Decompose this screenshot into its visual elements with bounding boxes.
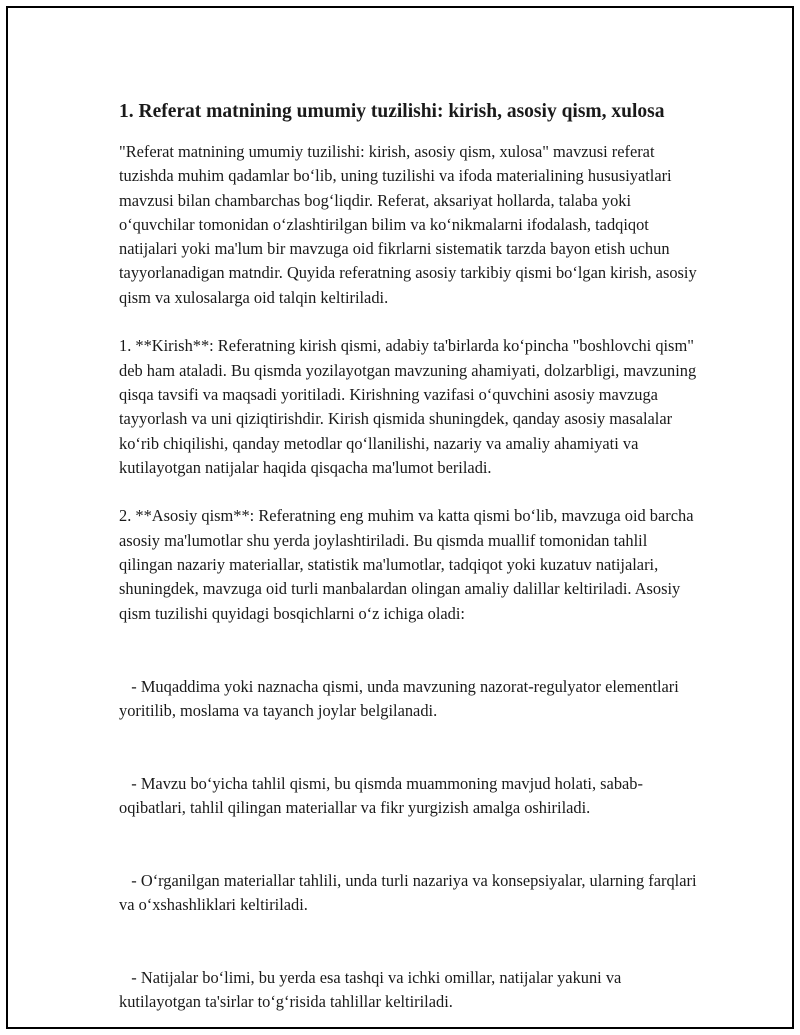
sub-item-muqaddima: - Muqaddima yoki naznacha qismi, unda mavzuning nazorat-regulyator elementlari yoritilib, moslama va tayanch joylar belgilanadi. (119, 676, 683, 720)
document-title: 1. Referat matnining umumiy tuzilishi: kirish, asosiy qism, xulosa (119, 101, 665, 122)
sub-item-tahlil: - Mavzu bo‘yicha tahlil qismi, bu qismda muammoning mavjud holati, sabab-oqibatlari, tahlil qilingan materiallar va fikr yurgizish amalga oshiriladi. (119, 773, 643, 818)
section-asosiy-qism-paragraph: 2. **Asosiy qism**: Referatning eng muhim va katta qismi bo‘lib, mavzuga oid barcha asosiy ma'lumotlar shu yerda joylashtiriladi. Bu qismda muallif tomonidan tahlil qilingan nazariy materiallar, statistik ma'lumotlar, tadqiqot yoki kuzatuv natijalari, shuningdek, mavzuga oid turli manbalardan olingan amaliy dalillar keltiriladi. Asosiy qism tuzilishi quyidagi bosqichlarni o‘z ichiga oladi: (119, 506, 698, 623)
sub-item-materiallar: - O‘rganilgan materiallar tahlili, unda turli nazariya va konsepsiyalar, ularning farqlari va o‘xshashliklari keltiriladi. (119, 870, 701, 915)
section-kirish-paragraph: 1. **Kirish**: Referatning kirish qismi, adabiy ta'birlarda ko‘pincha "boshlovchi qism" deb ham ataladi. Bu qismda yozilayotgan mavzuning ahamiyati, dolzarbligi, mavzuning qisqa tavsifi va maqsadi yoritiladi. Kirishning vazifasi o‘quvchini asosiy mavzuga tayyorlash va uni qiziqtirishdir. Kirish qismida shuningdek, qanday asosiy masalalar ko‘rib chiqilishi, qanday metodlar qo‘llanilishi, nazariy va amaliy ahamiyati va kutilayotgan natijalar haqida qisqacha ma'lumot beriladi. (119, 336, 701, 477)
intro-paragraph: "Referat matnining umumiy tuzilishi: kirish, asosiy qism, xulosa" mavzusi referat tuzishda muhim qadamlar bo‘lib, uning tuzilishi va ifoda materialining hususiyatlari mavzusi bilan chambarchas bog‘liqdir. Referat, aksariyat hollarda, talaba yoki o‘quvchilar tomonidan o‘zlashtirilgan bilim va ko‘nikmalarni ifodalash, tadqiqot natijalari yoki ma'lum bir mavzuga oid fikrlarni sistematik tarzda bayon etish uchun tayyorlanadigan matndir. Quyida referatning asosiy tarkibiy qismi bo‘lgan kirish, asosiy qism va xulosalarga oid talqin keltiriladi. (119, 142, 701, 307)
sub-item-list (119, 626, 699, 1029)
document-page (6, 6, 794, 1029)
document-body (119, 97, 699, 1029)
sub-item-natijalar: - Natijalar bo‘limi, bu yerda esa tashqi va ichki omillar, natijalar yakuni va kutilayotgan ta'sirlar to‘g‘risida tahlillar keltiriladi. (119, 968, 626, 1012)
